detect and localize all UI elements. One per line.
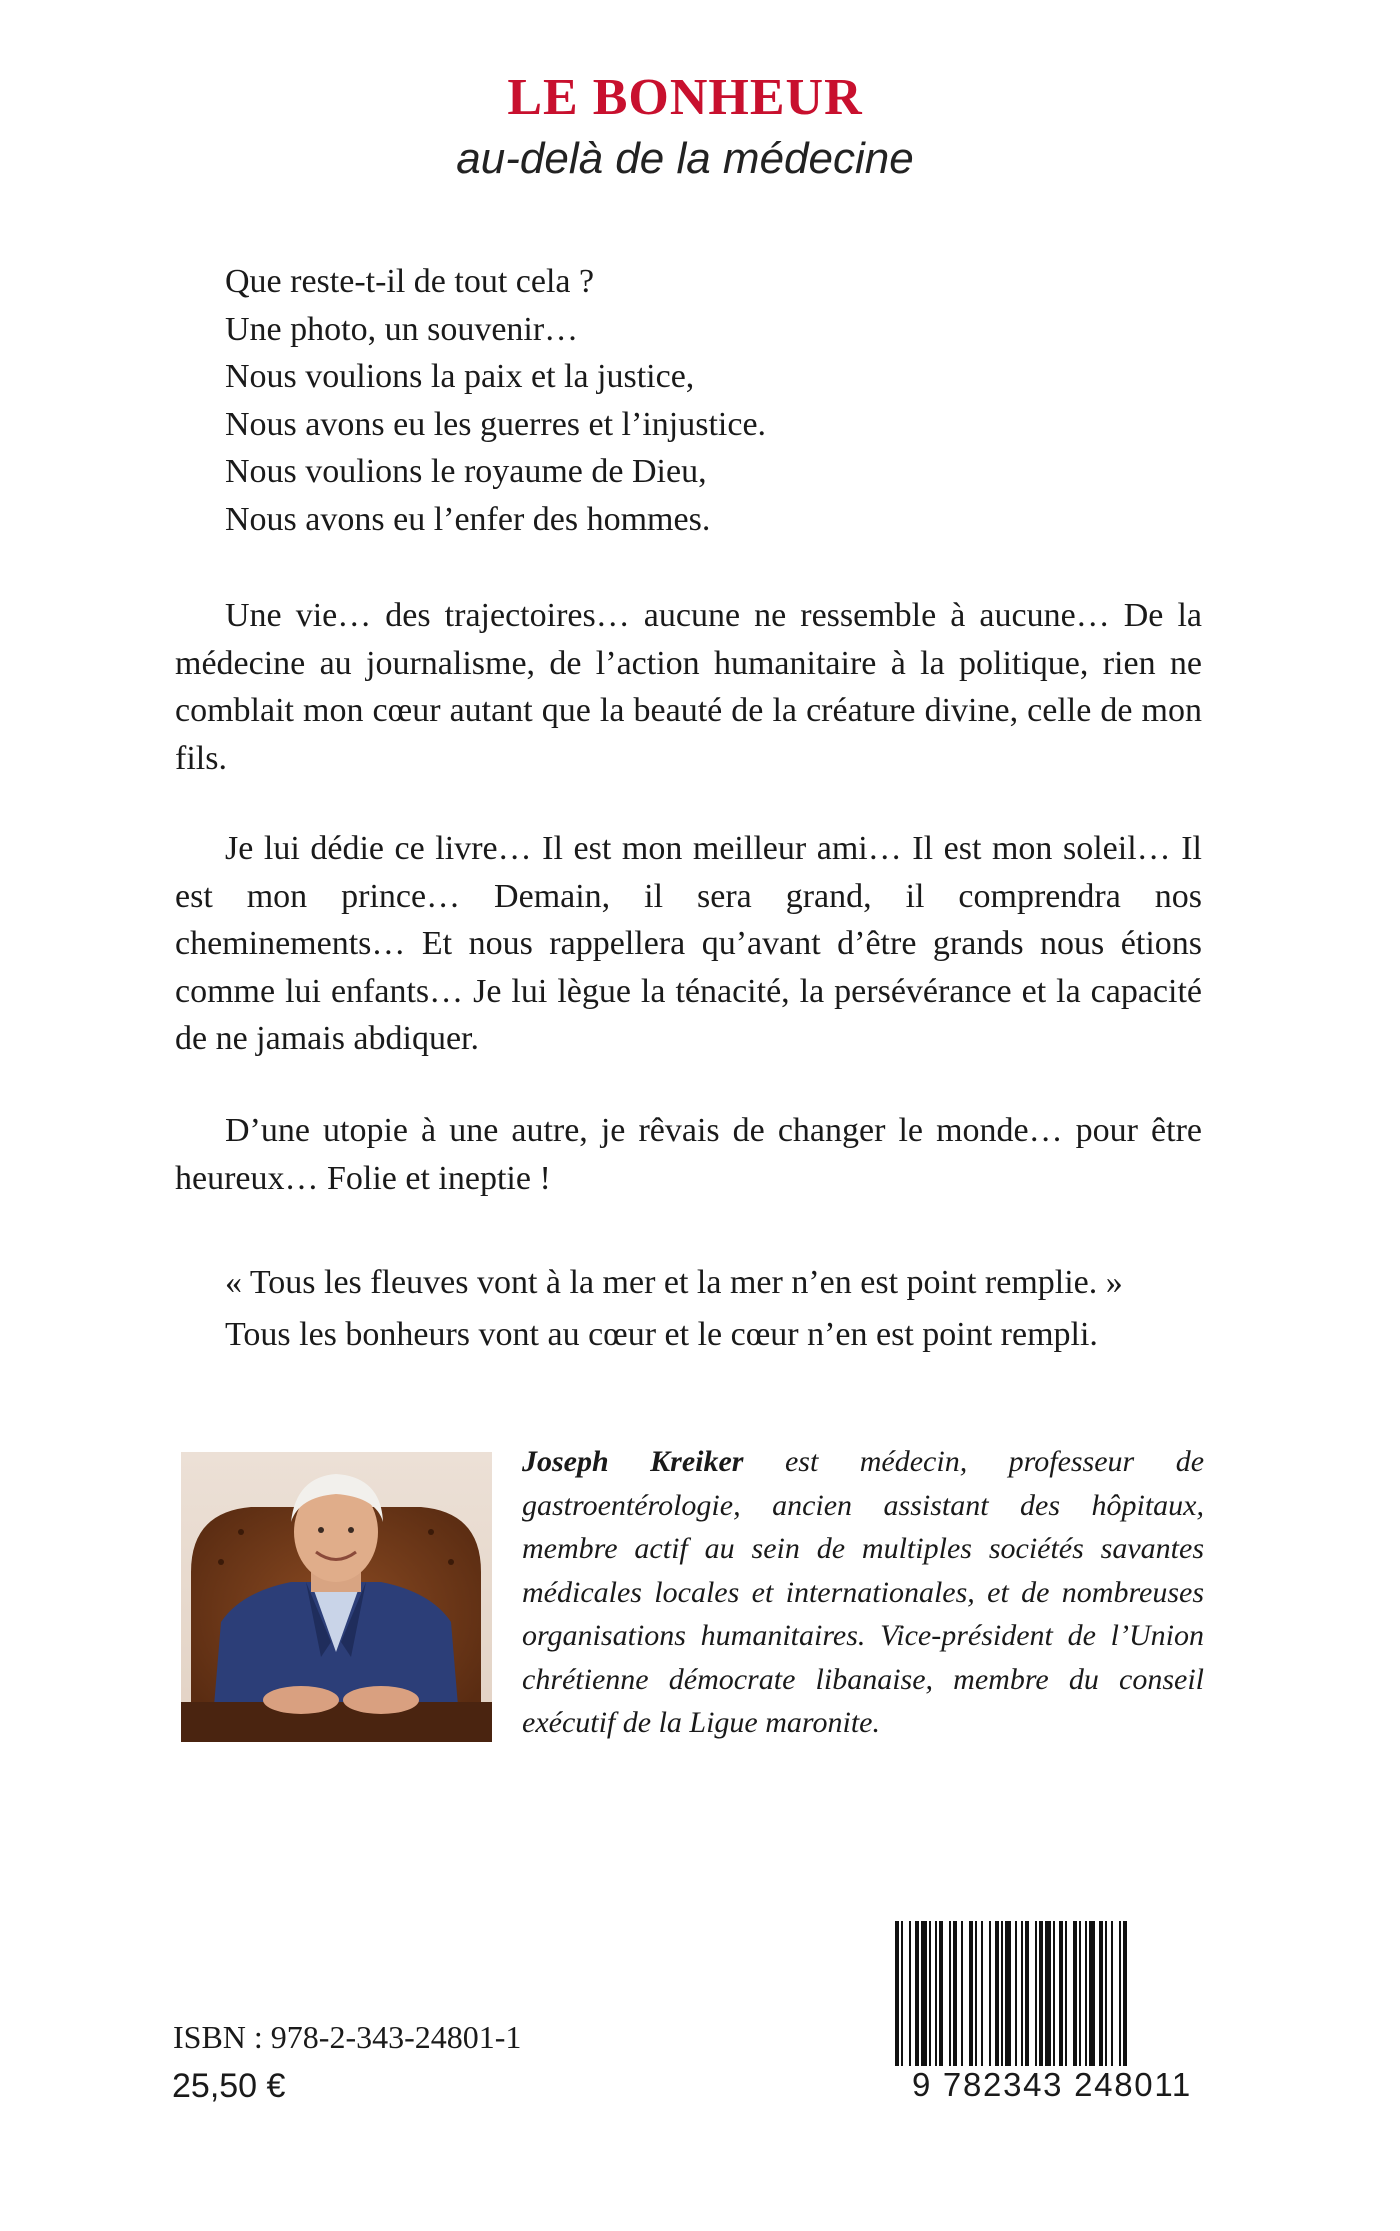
barcode-bar <box>909 1921 911 2071</box>
barcode-bar <box>1059 1921 1063 2071</box>
author-name: Joseph Kreiker <box>522 1445 744 1478</box>
quote-line: Tous les bonheurs vont au cœur et le cœur n’en est point rempli. <box>225 1316 1098 1353</box>
poem-line: Que reste-t-il de tout cela ? <box>225 263 595 300</box>
barcode-bar <box>935 1921 937 2071</box>
barcode-bar <box>1089 1921 1095 2071</box>
barcode-bar <box>1045 1921 1051 2071</box>
book-subtitle: au-delà de la médecine <box>456 134 914 183</box>
barcode-bar <box>1021 1921 1023 2071</box>
barcode-bar <box>895 1921 899 2071</box>
barcode-bar <box>915 1921 919 2071</box>
poem-stanza <box>225 258 766 543</box>
price: 25,50 € <box>172 2067 286 2105</box>
barcode-bar <box>901 1921 903 2071</box>
barcode-bar <box>1119 1921 1121 2071</box>
barcode-bar <box>1035 1921 1037 2071</box>
barcode-bar <box>1085 1921 1087 2071</box>
barcode-number: 9 782343 248011 <box>893 2066 1211 2104</box>
barcode-bar <box>1025 1921 1029 2071</box>
barcode-bar <box>1123 1921 1127 2071</box>
barcode-bar <box>975 1921 977 2071</box>
poem-line: Nous avons eu l’enfer des hommes. <box>225 500 711 538</box>
paragraph-utopia: D’une utopie à une autre, je rêvais de changer le monde… pour être heureux… Folie et ineptie ! <box>175 1112 1202 1197</box>
author-bio <box>522 1440 1204 1745</box>
barcode-bar <box>1099 1921 1103 2071</box>
barcode-bar <box>939 1921 943 2071</box>
barcode-bar <box>921 1921 927 2071</box>
barcode-bar <box>995 1921 999 2071</box>
closing-quote <box>225 1257 1123 1361</box>
isbn: ISBN : 978-2-343-24801-1 <box>173 2019 522 2055</box>
barcode-bar <box>1073 1921 1077 2071</box>
barcode-bar <box>1079 1921 1081 2071</box>
quote-line: « Tous les fleuves vont à la mer et la mer n’en est point remplie. » <box>225 1264 1123 1301</box>
poem-line: Nous avons eu les guerres et l’injustice. <box>225 405 767 443</box>
poem-line: Nous voulions le royaume de Dieu, <box>225 453 707 490</box>
paragraph-dedication: Je lui dédie ce livre… Il est mon meilleur ami… Il est mon soleil… Il est mon prince… Demain, il sera grand, il comprendra nos cheminements… Et nous rappellera qu’avant d’être grands nous étions comme lui enfants… Je lui lègue la ténacité, la persévérance et la capacité de ne jamais abdiquer. <box>175 830 1202 1057</box>
barcode-bar <box>1111 1921 1113 2071</box>
barcode-bar <box>1015 1921 1017 2071</box>
poem-line: Nous voulions la paix et la justice, <box>225 358 695 395</box>
barcode-bar <box>1105 1921 1107 2071</box>
barcode-bar <box>929 1921 931 2071</box>
barcode-bar <box>981 1921 983 2071</box>
barcode-bar <box>1001 1921 1003 2071</box>
barcode-bar <box>1065 1921 1067 2071</box>
barcode-bar <box>969 1921 973 2071</box>
paragraph-life: Une vie… des trajectoires… aucune ne ressemble à aucune… De la médecine au journalisme, de l’action humanitaire à la politique, rien ne comblait mon cœur autant que la beauté de la créature divine, celle de mon fils. <box>175 597 1202 777</box>
author-photo <box>181 1452 492 1742</box>
barcode-bar <box>949 1921 951 2071</box>
barcode-bar <box>1053 1921 1055 2071</box>
barcode-bar <box>989 1921 991 2071</box>
poem-line: Une photo, un souvenir… <box>225 310 579 348</box>
book-title: LE BONHEUR <box>507 69 863 126</box>
author-bio-text: est médecin, professeur de gastroentérologie, ancien assistant des hôpitaux, membre actif au sein de multiples sociétés savantes médicales locales et internationales, et de nombreuses organisations humanitaires. Vice-président de l’Union chrétienne démocrate libanaise, membre du conseil exécutif de la Ligue maronite. <box>522 1445 1205 1739</box>
barcode-bar <box>961 1921 963 2071</box>
barcode-bar <box>1039 1921 1043 2071</box>
barcode-bar <box>1005 1921 1011 2071</box>
barcode-bar <box>953 1921 957 2071</box>
